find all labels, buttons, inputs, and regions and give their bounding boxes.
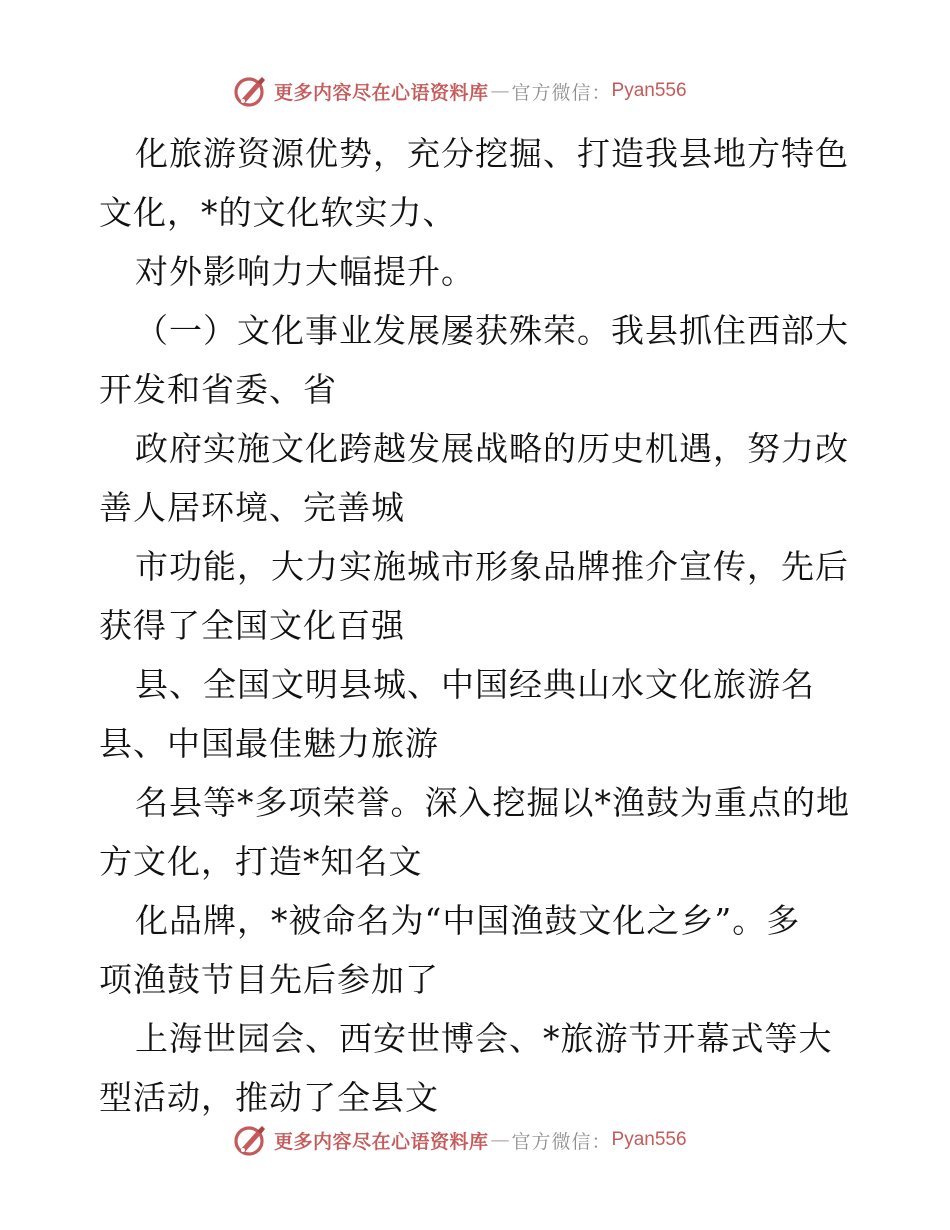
footer-watermark [232, 1121, 687, 1159]
text-line: 县、全国文明县城、中国经典山水文化旅游名 [135, 665, 815, 704]
text-line: 县、中国最佳魅力旅游 [99, 724, 439, 763]
watermark-wechat-label: 官方微信： [511, 81, 612, 104]
watermark-wechat-id: Pyan556 [611, 1129, 687, 1150]
text-line: 获得了全国文化百强 [99, 606, 405, 645]
text-line: 开发和省委、省 [99, 370, 337, 409]
document-body [99, 124, 859, 1127]
text-line: 政府实施文化跨越发展战略的历史机遇，努力改 [135, 429, 849, 468]
text-line: 化品牌，*被命名为“中国渔鼓文化之乡”。多 [135, 901, 801, 940]
watermark-wechat-id: Pyan556 [611, 80, 687, 101]
pen-logo-icon [232, 73, 268, 109]
watermark-separator: — [490, 80, 510, 102]
text-line: 型活动，推动了全县文 [99, 1078, 439, 1117]
text-line: 方文化，打造*知名文 [99, 842, 423, 881]
watermark-separator: — [490, 1129, 510, 1151]
text-line: 化旅游资源优势，充分挖掘、打造我县地方特色 [135, 134, 849, 173]
text-line: 善人居环境、完善城 [99, 488, 405, 527]
text-line: 项渔鼓节目先后参加了 [99, 960, 439, 999]
header-watermark [232, 72, 687, 110]
watermark-main-text: 更多内容尽在心语资料库 [274, 1130, 489, 1153]
watermark-wechat-label: 官方微信： [511, 1130, 612, 1153]
text-line: 文化，*的文化软实力、 [99, 193, 457, 232]
section-heading-line: （一）文化事业发展屡获殊荣。我县抓住西部大 [135, 311, 849, 350]
watermark-main-text: 更多内容尽在心语资料库 [274, 81, 489, 104]
text-line: 名县等*多项荣誉。深入挖掘以*渔鼓为重点的地 [135, 783, 850, 822]
text-line: 上海世园会、西安世博会、*旅游节开幕式等大 [135, 1019, 833, 1058]
pen-logo-icon [232, 1122, 268, 1158]
text-line: 市功能，大力实施城市形象品牌推介宣传，先后 [135, 547, 849, 586]
text-line: 对外影响力大幅提升。 [135, 252, 475, 291]
